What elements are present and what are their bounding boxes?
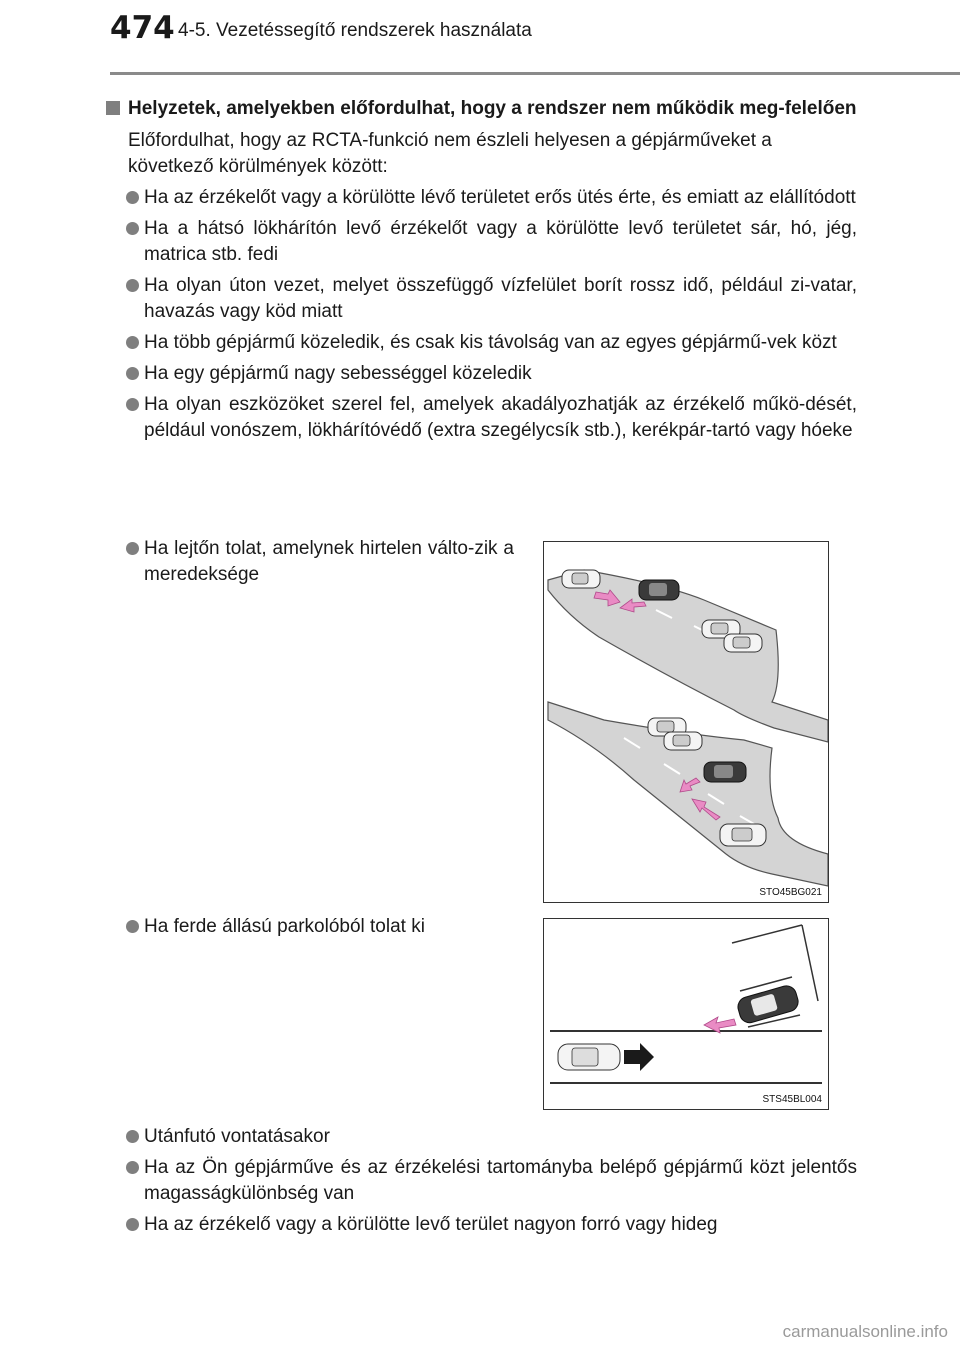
list-item: [104, 914, 514, 940]
figure-code: STO45BG021: [759, 887, 822, 898]
list-item: [104, 330, 857, 356]
page-number: 474: [110, 10, 175, 46]
list-item: [104, 536, 514, 588]
list-item: [104, 392, 857, 444]
arrow-right-icon: [624, 1043, 654, 1071]
list-item-text: Ha olyan úton vezet, melyet összefüggő vízfelület borít rossz idő, például zi-vatar, havazás vagy köd miatt: [144, 275, 857, 322]
chapter-title: 4-5. Vezetéssegítő rendszerek használata: [178, 20, 532, 41]
slope-road-diagram: [544, 542, 828, 902]
header-rule: [110, 72, 960, 75]
parking-diagram: [544, 919, 828, 1109]
car-icon: [664, 732, 702, 750]
car-icon: [720, 824, 766, 846]
list-item-text: Ha lejtőn tolat, amelynek hirtelen válto-zik a meredeksége: [144, 538, 514, 585]
list-item-text: Ha ferde állású parkolóból tolat ki: [144, 916, 425, 937]
car-icon: [562, 570, 600, 588]
bullet-dot-icon: [126, 1218, 139, 1231]
list-item: [104, 185, 857, 211]
list-item-text: Ha egy gépjármű nagy sebességgel közeledik: [144, 363, 532, 384]
bullet-dot-icon: [126, 191, 139, 204]
slope-illustration: [543, 541, 829, 903]
list-item: [104, 1155, 857, 1207]
bullet-dot-icon: [126, 279, 139, 292]
figure-1-caption: [104, 536, 514, 588]
list-item-text: Ha az érzékelőt vagy a körülötte lévő területet erős ütés érte, és emiatt az elállítódott: [144, 187, 856, 208]
list-item-text: Ha a hátsó lökhárítón levő érzékelőt vagy a körülötte levő területet sár, hó, jég, matrica stb. fedi: [144, 218, 857, 265]
list-item: [104, 273, 857, 325]
bullet-dot-icon: [126, 222, 139, 235]
bullet-dot-icon: [126, 1161, 139, 1174]
figure-code: STS45BL004: [762, 1094, 822, 1105]
list-item-text: Ha olyan eszközöket szerel fel, amelyek akadályozhatják az érzékelő műkö-dését, például vonószem, lökhárítóvédő (extra szegélycsík stb.), kerékpár-tartó vagy hóeke: [144, 394, 857, 441]
list-item-text: Ha az érzékelő vagy a körülötte levő terület nagyon forró vagy hideg: [144, 1214, 718, 1235]
section-heading-text: Helyzetek, amelyekben előfordulhat, hogy a rendszer nem működik meg-felelően: [128, 98, 857, 119]
intro-paragraph: Előfordulhat, hogy az RCTA-funkció nem észleli helyesen a gépjárműveket a következő körülmények között:: [128, 130, 772, 177]
list-item: [104, 1212, 857, 1238]
bottom-list: [104, 1124, 864, 1238]
list-item: [104, 361, 857, 387]
bullet-dot-icon: [126, 367, 139, 380]
watermark: carmanualsonline.info: [782, 1322, 948, 1341]
car-dark-icon: [704, 762, 746, 782]
bullet-dot-icon: [126, 542, 139, 555]
car-icon: [558, 1044, 620, 1070]
square-bullet-icon: [106, 101, 120, 115]
car-dark-icon: [639, 580, 679, 600]
bullet-dot-icon: [126, 920, 139, 933]
car-icon: [724, 634, 762, 652]
bullet-dot-icon: [126, 1130, 139, 1143]
bullet-dot-icon: [126, 336, 139, 349]
list-item-text: Ha több gépjármű közeledik, és csak kis távolság van az egyes gépjármű-vek közt: [144, 332, 837, 353]
section-heading: [104, 96, 864, 122]
bullet-dot-icon: [126, 398, 139, 411]
section-situations: [104, 96, 864, 444]
figure-2-caption: [104, 914, 514, 940]
list-item: [104, 1124, 857, 1150]
list-item-text: Ha az Ön gépjárműve és az érzékelési tartományba belépő gépjármű közt jelentős magasságkülönbség van: [144, 1157, 857, 1204]
list-item: [104, 216, 857, 268]
angled-parking-illustration: [543, 918, 829, 1110]
list-item-text: Utánfutó vontatásakor: [144, 1126, 330, 1147]
